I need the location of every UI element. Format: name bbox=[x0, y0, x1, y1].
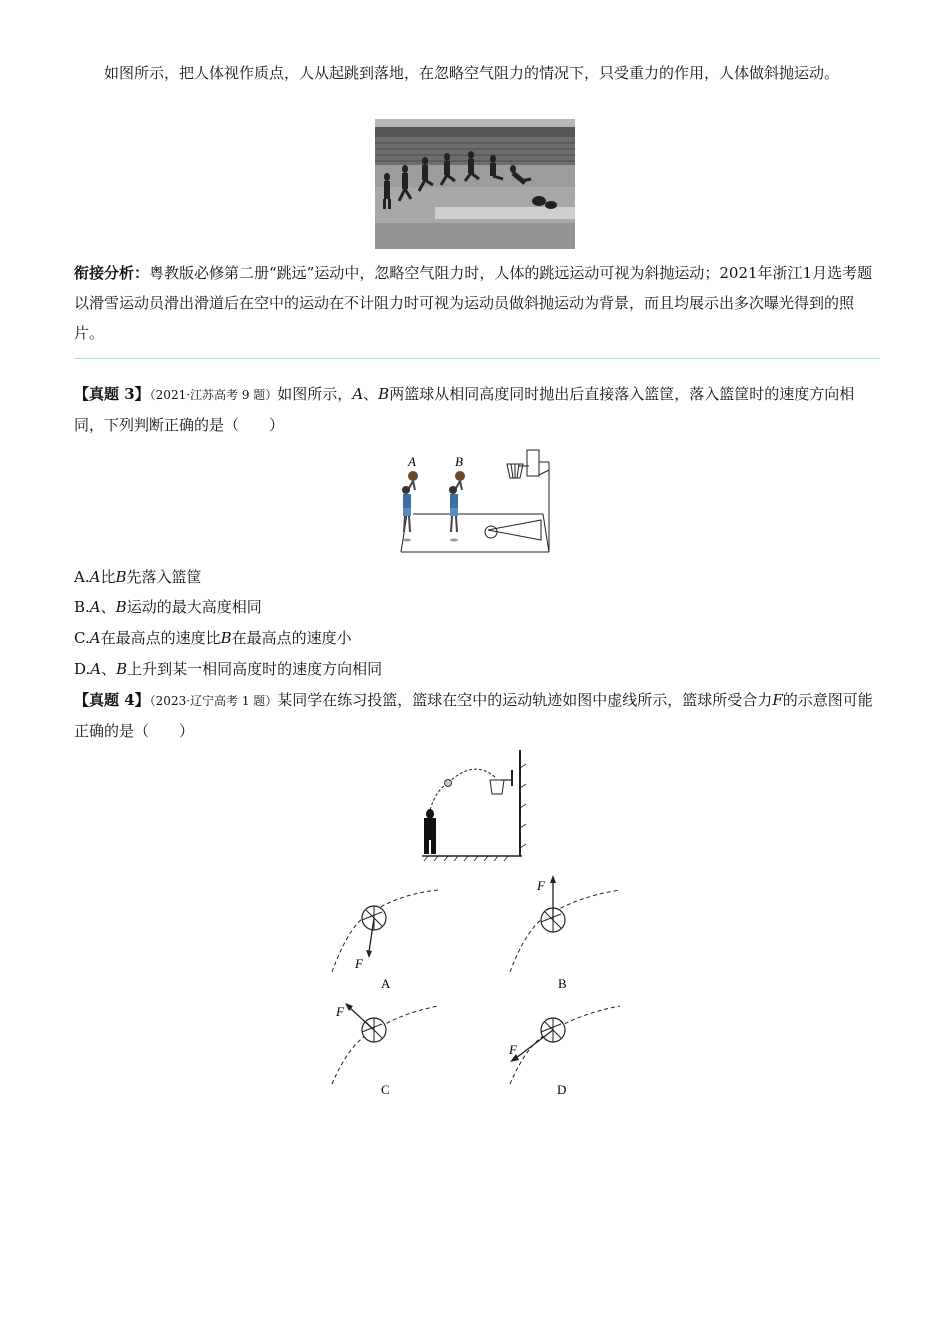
option-var1: A bbox=[89, 568, 101, 586]
q3-figure-basketball-shooters bbox=[393, 448, 557, 556]
option-var1: A bbox=[90, 660, 102, 678]
option-prefix: A. bbox=[74, 568, 90, 586]
option-mid: 、 bbox=[101, 660, 117, 678]
long-jump-photo bbox=[375, 119, 575, 249]
q3-var-b: B bbox=[378, 385, 390, 403]
q4-figure-shooting bbox=[418, 748, 530, 862]
option-tail: 运动的最大高度相同 bbox=[126, 598, 262, 616]
q4-stem bbox=[74, 685, 880, 746]
option-tail: 在最高点的速度小 bbox=[231, 629, 352, 647]
force-label-d: F bbox=[509, 1042, 517, 1057]
option-var2: B bbox=[220, 629, 232, 647]
q3-source: （2021·江苏高考 9 题） bbox=[149, 388, 278, 402]
q3-tag: 【真题 3】 bbox=[74, 385, 150, 403]
option-var1: A bbox=[89, 629, 101, 647]
option-tail: 先落入篮筐 bbox=[126, 568, 202, 586]
player-b bbox=[449, 471, 465, 542]
q3-figure-label-b: B bbox=[455, 454, 463, 469]
q3-stem-part1: 如图所示， bbox=[277, 385, 353, 403]
q3-figure-label-a: A bbox=[408, 454, 416, 469]
analysis-text: 粤教版必修第二册“跳远”运动中，忽略空气阻力时，人体的跳远运动可视为斜抛运动；2021年浙江1月选考题以滑雪运动员滑出滑道后在空中的运动在不计阻力时可视为运动员做斜抛运动为背景，而且均展示出多次曝光得到的照片。 bbox=[74, 264, 873, 342]
q4-choice-c-diagram[interactable] bbox=[320, 994, 460, 1104]
player-a bbox=[402, 471, 418, 542]
option-mid: 、 bbox=[100, 598, 116, 616]
q4-choice-a-diagram[interactable] bbox=[320, 872, 460, 992]
analysis-paragraph bbox=[74, 258, 880, 348]
q3-option-b[interactable] bbox=[74, 597, 262, 617]
option-var2: B bbox=[115, 598, 127, 616]
q4-choice-d-diagram[interactable] bbox=[500, 994, 640, 1104]
option-mid: 比 bbox=[100, 568, 116, 586]
option-prefix: D. bbox=[74, 660, 91, 678]
option-var2: B bbox=[116, 660, 128, 678]
q4-stem-part1: 某同学在练习投篮，篮球在空中的运动轨迹如图中虚线所示，篮球所受合力 bbox=[277, 691, 773, 709]
force-label-c: F bbox=[336, 1004, 344, 1019]
choice-label-d: D bbox=[557, 1082, 567, 1097]
option-prefix: C. bbox=[74, 629, 90, 647]
force-label-b: F bbox=[537, 878, 545, 893]
q4-stem-part2: 的示意图可能正确的是（ ） bbox=[74, 691, 873, 740]
q3-sep: 、 bbox=[363, 385, 379, 403]
intro-text: 如图所示，把人体视作质点，人从起跳到落地，在忽略空气阻力的情况下，只受重力的作用，人体做斜抛运动。 bbox=[104, 64, 840, 82]
q3-option-c[interactable] bbox=[74, 628, 352, 648]
intro-paragraph bbox=[74, 58, 880, 88]
choice-label-b: B bbox=[558, 976, 567, 991]
option-prefix: B. bbox=[74, 598, 90, 616]
option-mid: 在最高点的速度比 bbox=[100, 629, 221, 647]
q3-option-a[interactable] bbox=[74, 567, 202, 587]
analysis-label: 衔接分析： bbox=[74, 264, 150, 282]
choice-label-a: A bbox=[381, 976, 391, 991]
q4-var-f: F bbox=[772, 691, 783, 709]
option-var2: B bbox=[115, 568, 127, 586]
q4-tag: 【真题 4】 bbox=[74, 691, 150, 709]
q3-stem bbox=[74, 379, 880, 440]
option-tail: 上升到某一相同高度时的速度方向相同 bbox=[127, 660, 383, 678]
q3-var-a: A bbox=[352, 385, 364, 403]
force-label-a: F bbox=[355, 956, 363, 971]
q3-stem-part2: 两篮球从相同高度同时抛出后直接落入篮筐，落入篮筐时的速度方向相同，下列判断正确的是（ ） bbox=[74, 385, 855, 434]
choice-label-c: C bbox=[381, 1082, 390, 1097]
section-divider bbox=[74, 358, 880, 359]
q3-option-d[interactable] bbox=[74, 659, 382, 679]
q4-choice-b-diagram[interactable] bbox=[500, 872, 640, 992]
q4-source: （2023·辽宁高考 1 题） bbox=[149, 694, 278, 708]
option-var1: A bbox=[89, 598, 101, 616]
